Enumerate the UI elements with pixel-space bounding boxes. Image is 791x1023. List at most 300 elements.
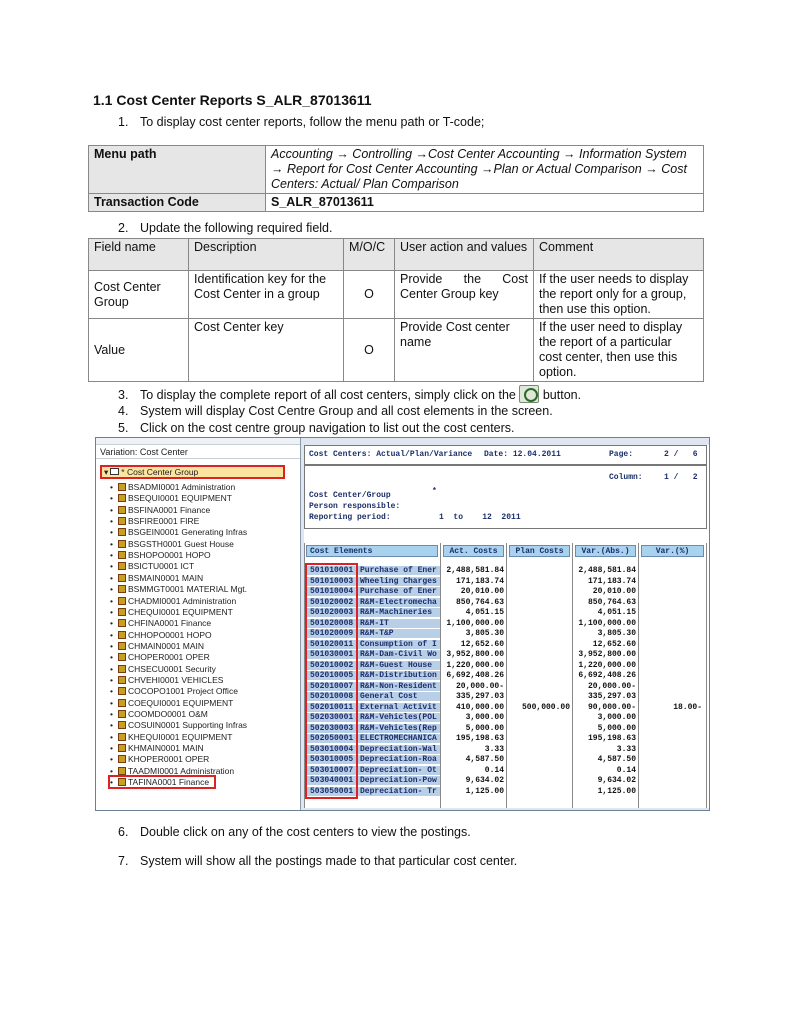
bullet-icon: • [110, 663, 113, 674]
header-field-name: Field name [89, 239, 189, 271]
field-description: Cost Center key [189, 319, 344, 382]
var-abs: 171,183.74 [587, 576, 636, 586]
step-text: System will display Cost Centre Group and all cost elements in the screen. [140, 404, 553, 418]
table-row[interactable] [304, 692, 707, 702]
cost-center-icon [118, 494, 126, 502]
cost-element-code: 501020011 [306, 640, 356, 649]
cost-center-icon [118, 755, 126, 763]
cost-element-name: Depreciation- Ot [358, 766, 440, 775]
bullet-icon: • [110, 720, 113, 731]
tree-node-label: CHOPER0001 OPER [128, 652, 210, 663]
var-pct [640, 787, 704, 796]
tree-node-cost-center[interactable] [110, 698, 233, 709]
tree-node-cost-center[interactable] [110, 539, 234, 550]
plan-costs [508, 682, 572, 691]
tree-node-cost-center[interactable] [110, 584, 247, 595]
cost-center-icon [118, 551, 126, 559]
var-pct [640, 776, 704, 785]
tree-node-label: CHEQUI0001 EQUIPMENT [128, 606, 233, 617]
tree-node-cost-center[interactable] [110, 766, 234, 777]
cost-element-code: 502030003 [306, 724, 356, 733]
cost-element-name: Depreciation-Roa [358, 755, 440, 764]
field-moc: O [344, 271, 395, 319]
bullet-icon: • [110, 527, 113, 538]
cost-center-tree [96, 438, 301, 810]
cost-center-icon [118, 585, 126, 593]
cost-element-code: 503010004 [306, 745, 356, 754]
plan-costs [508, 713, 572, 722]
cost-center-icon [118, 597, 126, 605]
act-costs: 410,000.00 [455, 702, 504, 712]
tree-node-cost-center[interactable] [110, 675, 223, 686]
var-abs: 2,488,581.84 [578, 566, 636, 575]
required-fields-table [88, 238, 704, 382]
plan-costs [508, 776, 572, 785]
header-description: Description [189, 239, 344, 271]
step-text: To display the complete report of all cost centers, simply click on the [140, 388, 516, 402]
tree-node-label: TAFINA0001 Finance [128, 777, 210, 788]
table-row[interactable] [304, 577, 707, 587]
act-costs: 335,297.03 [455, 692, 504, 701]
cost-element-code: 501010004 [306, 587, 356, 596]
tree-node-cost-center-group[interactable] [100, 465, 285, 479]
table-row[interactable] [304, 776, 707, 786]
tree-node-label: CHFINA0001 Finance [128, 618, 212, 629]
field-name: Cost Center Group [89, 271, 189, 319]
act-costs: 171,183.74 [455, 576, 504, 586]
column-header-act-costs[interactable]: Act. Costs [443, 545, 504, 557]
table-row[interactable] [304, 566, 707, 576]
field-comment: If the user need to display the report of a particular cost center, then use this option. [534, 319, 704, 382]
header-moc: M/O/C [344, 239, 395, 271]
tree-node-cost-center[interactable] [110, 777, 209, 788]
tree-node-cost-center[interactable] [110, 596, 236, 607]
cost-center-icon [118, 653, 126, 661]
tree-node-cost-center[interactable] [110, 607, 233, 618]
column-value: 1 / 2 [664, 473, 698, 482]
step-number: 1. [118, 115, 129, 129]
tree-node-label: COSUIN0001 Supporting Infras [128, 720, 248, 731]
var-pct [640, 661, 704, 670]
table-row[interactable] [304, 619, 707, 629]
tree-node-label: CHADMI0001 Administration [128, 595, 237, 606]
var-pct [640, 692, 704, 701]
cost-element-code: 502010005 [306, 671, 356, 680]
step-3 [118, 385, 581, 403]
field-user-action: Provide Cost center name [395, 319, 534, 382]
plan-costs: 500,000.00 [521, 702, 570, 712]
var-pct [640, 619, 704, 628]
plan-costs [508, 608, 572, 617]
act-costs: 12,652.60 [460, 639, 504, 649]
plan-costs [508, 734, 572, 743]
act-costs: 1,220,000.00 [446, 660, 504, 670]
bullet-icon: • [110, 606, 113, 617]
var-abs: 0.14 [616, 765, 636, 775]
cost-center-icon [118, 506, 126, 514]
cost-center-icon [118, 562, 126, 570]
step-1 [118, 115, 484, 129]
step-2 [118, 221, 332, 235]
cost-center-icon [118, 676, 126, 684]
plan-costs [508, 577, 572, 586]
plan-costs [508, 566, 572, 575]
bullet-icon: • [110, 550, 113, 561]
tree-node-label: COCOPO1001 Project Office [128, 686, 238, 697]
plan-costs [508, 745, 572, 754]
tree-node-label: KHEQUI0001 EQUIPMENT [128, 731, 233, 742]
tree-node-cost-center[interactable] [110, 618, 211, 629]
cost-element-name: R&M-Non-Resident [358, 682, 440, 691]
var-abs: 3,805.30 [597, 629, 636, 638]
tree-node-label: KHOPER0001 OPER [128, 754, 210, 765]
cost-element-name: R&M-Dam-Civil Wo [358, 650, 440, 659]
cost-element-code: 501030001 [306, 650, 356, 659]
cost-element-code: 502010002 [306, 661, 356, 670]
plan-costs [508, 619, 572, 628]
step-number: 2. [118, 221, 129, 235]
tree-node-label: CHMAIN0001 MAIN [128, 640, 205, 651]
var-abs: 3,000.00 [597, 713, 636, 722]
tree-node-label: BSFIRE0001 FIRE [128, 516, 200, 527]
cost-element-name: R&M-IT [358, 619, 440, 628]
tree-node-cost-center[interactable] [110, 686, 238, 697]
var-pct [640, 587, 704, 596]
var-abs: 335,297.03 [587, 692, 636, 701]
cost-center-icon [118, 767, 126, 775]
cost-element-name: R&M-Vehicles(POL [358, 713, 440, 722]
header-user-action: User action and values [395, 239, 534, 271]
cost-element-code: 503010007 [306, 766, 356, 775]
step-number: 7. [118, 854, 129, 868]
tree-node-cost-center[interactable] [110, 641, 204, 652]
tree-node-cost-center[interactable] [110, 664, 216, 675]
field-comment: If the user needs to display the report only for a group, then use this option. [534, 271, 704, 319]
table-row[interactable] [304, 629, 707, 639]
step-number: 3. [118, 388, 129, 402]
bullet-icon: • [110, 482, 113, 492]
cost-center-icon [118, 778, 126, 786]
column-label: Column: [609, 473, 643, 482]
var-pct [640, 713, 704, 722]
plan-costs [508, 640, 572, 649]
tree-node-cost-center[interactable] [110, 505, 210, 516]
cost-element-code: 503010005 [306, 755, 356, 764]
cost-center-icon [118, 540, 126, 548]
step-7 [118, 854, 517, 868]
cost-center-icon [118, 744, 126, 752]
cost-element-name: ELECTROMECHANICA [358, 734, 440, 743]
cost-element-code: 501020009 [306, 629, 356, 638]
column-header-cost-elements[interactable]: Cost Elements [306, 545, 438, 557]
var-abs: 3.33 [616, 744, 636, 754]
bullet-icon: • [110, 504, 113, 515]
cost-element-name: R&M-Distribution [358, 671, 440, 680]
table-row[interactable] [304, 755, 707, 765]
tree-node-cost-center[interactable] [110, 743, 204, 754]
var-abs: 1,220,000.00 [578, 660, 636, 670]
table-row[interactable] [304, 587, 707, 597]
table-row[interactable] [304, 682, 707, 692]
var-pct [640, 734, 704, 743]
act-costs: 5,000.00 [465, 723, 504, 733]
tree-node-label: BSADMI0001 Administration [128, 482, 236, 492]
plan-costs [508, 671, 572, 680]
cost-center-icon [118, 642, 126, 650]
tree-node-cost-center[interactable] [110, 720, 247, 731]
table-row[interactable] [304, 640, 707, 650]
report-panel [304, 445, 709, 808]
var-pct [640, 598, 704, 607]
var-pct [640, 682, 704, 691]
bullet-icon: • [110, 629, 113, 640]
bullet-icon: • [110, 697, 113, 708]
var-pct [640, 650, 704, 659]
cost-center-icon [118, 517, 126, 525]
cost-center-icon [118, 608, 126, 616]
var-abs: 12,652.60 [592, 639, 636, 649]
field-name: Value [89, 319, 189, 382]
var-pct [640, 629, 704, 638]
var-abs: 6,692,408.26 [578, 671, 636, 680]
tree-node-cost-center[interactable] [110, 573, 203, 584]
cost-center-icon [118, 710, 126, 718]
var-abs: 4,051.15 [597, 608, 636, 617]
column-header-plan-costs[interactable]: Plan Costs [509, 545, 570, 557]
table-row[interactable] [304, 734, 707, 744]
cost-element-name: R&M-Vehicles(Rep [358, 724, 440, 733]
plan-costs [508, 692, 572, 701]
var-pct: 18.00- [673, 702, 702, 712]
bullet-icon: • [110, 777, 113, 788]
tree-node-cost-center[interactable] [110, 527, 247, 538]
cost-element-name: Purchase of Ener [358, 566, 440, 575]
bullet-icon: • [110, 754, 113, 765]
table-row[interactable] [304, 724, 707, 734]
tree-node-cost-center[interactable] [110, 561, 194, 572]
page-value: 2 / 6 [664, 450, 698, 459]
cost-element-code: 502010007 [306, 682, 356, 691]
report-title: Cost Centers: Actual/Plan/Variance [309, 450, 473, 459]
tree-node-cost-center[interactable] [110, 493, 232, 504]
var-pct [640, 745, 704, 754]
table-row[interactable] [304, 661, 707, 671]
tree-node-cost-center[interactable] [110, 550, 211, 561]
plan-costs [508, 787, 572, 796]
act-costs: 6,692,408.26 [446, 671, 504, 680]
cost-center-icon [118, 665, 126, 673]
bullet-icon: • [110, 686, 113, 697]
cost-element-name: R&M-Guest House [358, 661, 440, 670]
cost-element-name: Depreciation- Tr [358, 787, 440, 796]
table-row[interactable] [304, 703, 707, 713]
column-header-var-pct[interactable]: Var.(%) [641, 545, 704, 557]
act-costs: 0.14 [484, 765, 504, 775]
cost-center-icon [118, 528, 126, 536]
var-abs: 20,000.00- [587, 681, 636, 691]
var-abs: 3,952,800.00 [578, 650, 636, 659]
table-row [89, 271, 704, 319]
expand-triangle-icon[interactable]: ▾ [104, 467, 109, 477]
step-4 [118, 404, 553, 418]
cost-center-icon [118, 699, 126, 707]
act-costs: 850,764.63 [455, 597, 504, 607]
var-pct [640, 577, 704, 586]
tree-node-label: TAADMI0001 Administration [128, 765, 235, 776]
cost-element-code: 502010011 [306, 703, 356, 712]
table-row[interactable] [304, 650, 707, 660]
menu-path-value: Accounting → Controlling →Cost Center Accounting → Information System → Report for Cost Center Accounting →Plan or Actual Comparison → Cost Centers: Actual/ Plan Comparison [266, 146, 704, 194]
date-label: Date: [484, 450, 509, 459]
cc-group-label: Cost Center/Group [309, 491, 391, 500]
bullet-icon: • [110, 765, 113, 776]
menu-path-table [88, 145, 704, 212]
section-heading: 1.1 Cost Center Reports S_ALR_87013611 [93, 92, 372, 108]
cost-element-code: 501020002 [306, 598, 356, 607]
cost-center-icon [118, 733, 126, 741]
var-pct [640, 766, 704, 775]
var-abs: 5,000.00 [597, 723, 636, 733]
table-row[interactable] [304, 608, 707, 618]
step-number: 4. [118, 404, 129, 418]
var-abs: 4,587.50 [597, 755, 636, 764]
act-costs: 1,100,000.00 [446, 618, 504, 628]
sap-screenshot [95, 437, 710, 811]
bullet-icon: • [110, 584, 113, 595]
tree-node-cost-center[interactable] [110, 482, 235, 493]
folder-icon [110, 468, 119, 475]
act-costs: 4,051.15 [465, 608, 504, 617]
cost-element-name: R&M-Electromecha [358, 598, 440, 607]
tree-node-label: KHMAIN0001 MAIN [128, 743, 204, 754]
table-row[interactable] [304, 598, 707, 608]
tree-node-cost-center[interactable] [110, 652, 210, 663]
cost-element-name: Wheeling Charges [358, 577, 440, 586]
page-label: Page: [609, 450, 634, 459]
variation-label: Variation: Cost Center [96, 445, 300, 459]
cost-center-icon [118, 721, 126, 729]
plan-costs [508, 650, 572, 659]
cost-element-name: Purchase of Ener [358, 587, 440, 596]
step-number: 5. [118, 421, 129, 435]
cost-element-name: R&M-Machineries [358, 608, 440, 617]
var-pct [640, 608, 704, 617]
execute-clock-icon [519, 385, 539, 403]
table-row [89, 319, 704, 382]
act-costs: 195,198.63 [455, 734, 504, 743]
cc-group-value: * [432, 487, 437, 496]
var-pct [640, 566, 704, 575]
act-costs: 20,010.00 [460, 587, 504, 596]
table-row[interactable] [304, 713, 707, 723]
table-row[interactable] [304, 766, 707, 776]
act-costs: 20,000.00- [455, 681, 504, 691]
tree-node-label: BSMMGT0001 MATERIAL Mgt. [128, 584, 248, 595]
tree-node-label: BSMAIN0001 MAIN [128, 572, 204, 583]
cost-element-name: Depreciation-Pow [358, 776, 440, 785]
table-row[interactable] [304, 745, 707, 755]
plan-costs [508, 766, 572, 775]
cost-element-code: 502010008 [306, 692, 356, 701]
bullet-icon: • [110, 572, 113, 583]
field-moc: O [344, 319, 395, 382]
act-costs: 1,125.00 [465, 786, 504, 796]
period-value: 1 to 12 2011 [439, 513, 521, 522]
tree-node-cost-center[interactable] [110, 709, 208, 720]
tree-node-label: CHVEHI0001 VEHICLES [128, 674, 224, 685]
cost-element-name: Consumption of I [358, 640, 440, 649]
bullet-icon: • [110, 743, 113, 754]
tree-node-label: BSGSTH0001 Guest House [128, 538, 234, 549]
step-text: Double click on any of the cost centers to view the postings. [140, 825, 471, 839]
var-abs: 1,100,000.00 [578, 618, 636, 628]
cost-center-icon [118, 687, 126, 695]
tree-node-cost-center[interactable] [110, 516, 199, 527]
column-header-var-abs[interactable]: Var.(Abs.) [575, 545, 636, 557]
tree-node-label: BSGEIN0001 Generating Infras [128, 527, 248, 538]
bullet-icon: • [110, 652, 113, 663]
cost-element-code: 503050001 [306, 787, 356, 796]
cost-element-code: 502030001 [306, 713, 356, 722]
cost-element-name: External Activit [358, 703, 440, 712]
bullet-icon: • [110, 561, 113, 572]
cost-element-code: 501020003 [306, 608, 356, 617]
step-text: To display cost center reports, follow the menu path or T-code; [140, 115, 485, 129]
table-row[interactable] [304, 671, 707, 681]
cost-element-name: R&M-T&P [358, 629, 440, 638]
cost-element-code: 502050001 [306, 734, 356, 743]
var-abs: 850,764.63 [587, 597, 636, 607]
tree-node-label: CHHOPO0001 HOPO [128, 629, 212, 640]
date-value: 12.04.2011 [512, 450, 561, 459]
splitter-grip[interactable] [96, 438, 300, 445]
var-abs: 1,125.00 [597, 786, 636, 796]
step-text: button. [542, 388, 582, 402]
cost-element-name: Depreciation-Wal [358, 745, 440, 754]
tcode-value: S_ALR_87013611 [266, 194, 704, 212]
plan-costs [508, 724, 572, 733]
bullet-icon: • [110, 516, 113, 527]
tree-node-label: COOMDO0001 O&M [128, 709, 208, 719]
step-5 [118, 421, 515, 435]
field-description: Identification key for the Cost Center in a group [189, 271, 344, 319]
bullet-icon: • [110, 709, 113, 719]
tree-node-cost-center[interactable] [110, 754, 209, 765]
var-pct [640, 724, 704, 733]
bullet-icon: • [110, 618, 113, 629]
table-row[interactable] [304, 787, 707, 797]
tree-node-label: CHSECU0001 Security [128, 663, 216, 674]
tree-node-label: BSEQUI0001 EQUIPMENT [128, 493, 232, 504]
act-costs: 2,488,581.84 [446, 566, 504, 575]
var-abs: 90,000.00- [587, 702, 636, 712]
var-pct [640, 755, 704, 764]
tree-node-label: BSICTU0001 ICT [128, 561, 195, 572]
cost-element-code: 501010001 [306, 566, 356, 575]
step-text: Click on the cost centre group navigation to list out the cost centers. [140, 421, 515, 435]
cost-element-code: 501010003 [306, 577, 356, 586]
var-abs: 20,010.00 [592, 587, 636, 596]
tree-node-cost-center[interactable] [110, 732, 232, 743]
menu-path-label: Menu path [89, 146, 266, 194]
tree-node-cost-center[interactable] [110, 630, 212, 641]
plan-costs [508, 629, 572, 638]
bullet-icon: • [110, 640, 113, 651]
cost-center-icon [118, 619, 126, 627]
act-costs: 4,587.50 [465, 755, 504, 764]
bullet-icon: • [110, 595, 113, 606]
var-pct [640, 640, 704, 649]
